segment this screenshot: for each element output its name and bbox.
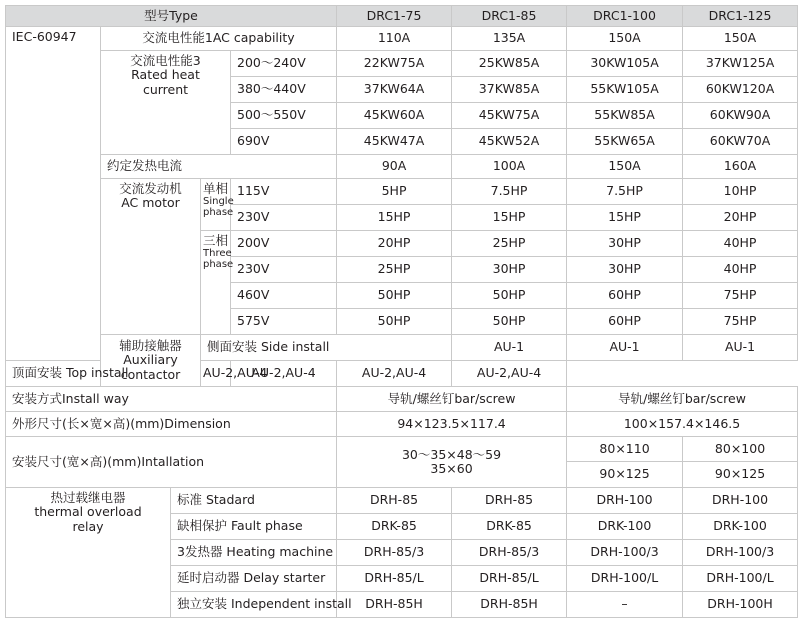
install-way-label: 安装方式Install way (6, 387, 337, 412)
table-cell: 60KW70A (683, 129, 798, 155)
table-cell: 25HP (452, 231, 567, 257)
installation-ab-line1: 30～35×48～59 (401, 446, 502, 462)
table-cell: 45KW47A (337, 129, 452, 155)
table-cell: 50HP (452, 309, 567, 335)
table-cell: 45KW52A (452, 129, 567, 155)
table-cell: 60KW90A (683, 103, 798, 129)
voltage-cell: 200～240V (231, 51, 337, 77)
relay-row-label: 3发热器 Heating machine (171, 540, 337, 566)
table-cell: AU-2,AU-4 (337, 361, 452, 387)
table-cell: 45KW75A (452, 103, 567, 129)
table-cell: 100×157.4×146.5 (567, 412, 798, 437)
relay-row-label: 缺相保护 Fault phase (171, 514, 337, 540)
table-cell: 15HP (452, 205, 567, 231)
type-header: 型号Type (6, 6, 337, 27)
single-phase-en2: phase (203, 207, 234, 219)
table-cell: 60HP (567, 309, 683, 335)
table-cell: 135A (452, 27, 567, 51)
aux-label-en: Auxiliary contactor (120, 352, 181, 382)
table-row (6, 51, 798, 77)
table-cell: DRK-100 (683, 514, 798, 540)
table-cell: DRH-100H (683, 592, 798, 618)
table-row (6, 361, 798, 387)
model-header: DRC1-75 (337, 6, 452, 27)
voltage-cell: 460V (231, 283, 337, 309)
relay-label-cn: 热过载继电器 (50, 490, 126, 505)
table-cell: 110A (337, 27, 452, 51)
table-cell: 25HP (337, 257, 452, 283)
table-cell: 55KW65A (567, 129, 683, 155)
table-cell: 50HP (337, 309, 452, 335)
table-cell: DRK-85 (337, 514, 452, 540)
table-cell: 90×125 (683, 462, 798, 488)
table-cell: DRH-85/L (337, 566, 452, 592)
single-phase-cn: 单相 (203, 181, 229, 196)
table-row (6, 335, 798, 361)
table-cell: DRH-85H (337, 592, 452, 618)
aux-label-cn: 辅助接触器 (119, 337, 182, 353)
three-phase-label (201, 231, 234, 335)
table-cell: 30HP (452, 257, 567, 283)
table-cell: AU-2,AU-4 (201, 361, 231, 387)
table-cell: 25KW85A (452, 51, 567, 77)
table-cell: DRH-85 (452, 488, 567, 514)
model-header: DRC1-125 (683, 6, 798, 27)
table-cell: 80×110 (567, 437, 683, 462)
model-header: DRC1-85 (452, 6, 567, 27)
table-cell: 160A (683, 155, 798, 179)
table-cell: DRH-100/L (567, 566, 683, 592)
table-cell: 90A (337, 155, 452, 179)
table-cell: 150A (567, 27, 683, 51)
table-cell: 37KW64A (337, 77, 452, 103)
header-row (6, 6, 798, 27)
ac3-label-cn: 交流电性能3 (130, 53, 201, 68)
voltage-cell: 380～440V (231, 77, 337, 103)
voltage-cell: 115V (231, 179, 337, 205)
table-cell: 40HP (683, 231, 798, 257)
voltage-cell: 200V (231, 231, 337, 257)
dimension-label: 外形尺寸(长×宽×高)(mm)Dimension (6, 412, 337, 437)
table-cell: DRH-100/3 (567, 540, 683, 566)
table-cell: 15HP (567, 205, 683, 231)
motor-label (101, 179, 201, 335)
table-cell: DRH-100 (567, 488, 683, 514)
table-cell: 150A (567, 155, 683, 179)
table-row (6, 27, 798, 51)
ac3-label (101, 51, 231, 155)
table-cell: 30KW105A (567, 51, 683, 77)
table-row (6, 387, 798, 412)
table-cell: 60HP (567, 283, 683, 309)
voltage-cell: 575V (231, 309, 337, 335)
table-cell: 75HP (683, 309, 798, 335)
relay-label-en1: thermal overload (34, 504, 142, 520)
ac3-label-en2: current (142, 81, 189, 97)
table-cell: AU-2,AU-4 (452, 361, 567, 387)
ac3-label-en1: Rated heat (131, 67, 200, 83)
ac1-label: 交流电性能1AC capability (101, 27, 337, 51)
table-cell: 30HP (567, 257, 683, 283)
table-cell: 20HP (337, 231, 452, 257)
table-cell: 7.5HP (452, 179, 567, 205)
table-cell: 7.5HP (567, 179, 683, 205)
installation-label: 安装尺寸(宽×高)(mm)Intallation (6, 437, 337, 488)
table-cell: 55KW105A (567, 77, 683, 103)
table-row (6, 437, 798, 462)
voltage-cell: 500～550V (231, 103, 337, 129)
three-phase-en2: phase (203, 259, 234, 271)
installation-cell-ab (337, 437, 567, 488)
table-cell: 60KW120A (683, 77, 798, 103)
table-cell: DRH-85/3 (337, 540, 452, 566)
table-cell: 50HP (337, 283, 452, 309)
table-cell: 37KW125A (683, 51, 798, 77)
table-cell: – (567, 592, 683, 618)
table-cell: 20HP (683, 205, 798, 231)
table-cell: 55KW85A (567, 103, 683, 129)
model-header: DRC1-100 (567, 6, 683, 27)
relay-label-en2: relay (72, 518, 104, 534)
table-cell: DRK-85 (452, 514, 567, 540)
relay-row-label: 标准 Stadard (171, 488, 337, 514)
thermal-current-label: 约定发热电流 (101, 155, 337, 179)
table-cell: AU-2,AU-4 (231, 361, 337, 387)
table-cell: DRH-100/3 (683, 540, 798, 566)
table-cell: 40HP (683, 257, 798, 283)
relay-row-label: 延时启动器 Delay starter (171, 566, 337, 592)
table-cell: 5HP (337, 179, 452, 205)
table-cell: 10HP (683, 179, 798, 205)
table-row (6, 155, 798, 179)
table-cell: 80×100 (683, 437, 798, 462)
single-phase-en1: Single (203, 196, 234, 208)
side-install-label: 侧面安装 Side install (201, 335, 452, 361)
voltage-cell: 690V (231, 129, 337, 155)
three-phase-en1: Three (203, 248, 232, 260)
table-row (6, 488, 798, 514)
single-phase-label (201, 179, 234, 231)
table-cell: 94×123.5×117.4 (337, 412, 567, 437)
table-row (6, 412, 798, 437)
table-cell: 50HP (452, 283, 567, 309)
installation-ab-line2: 35×60 (430, 461, 473, 476)
voltage-cell: 230V (231, 257, 337, 283)
table-cell: 90×125 (567, 462, 683, 488)
table-cell: 75HP (683, 283, 798, 309)
table-cell: 45KW60A (337, 103, 452, 129)
table-cell: AU-1 (567, 335, 683, 361)
voltage-cell: 230V (231, 205, 337, 231)
spec-table (5, 5, 798, 618)
relay-row-label: 独立安装 Independent install (171, 592, 337, 618)
standard-label: IEC-60947 (6, 27, 101, 361)
table-cell: DRH-85/L (452, 566, 567, 592)
table-cell: AU-1 (683, 335, 798, 361)
motor-label-cn: 交流发动机 (119, 181, 182, 196)
table-cell: 30HP (567, 231, 683, 257)
table-cell: 22KW75A (337, 51, 452, 77)
relay-label (6, 488, 171, 618)
table-cell: DRH-85 (337, 488, 452, 514)
motor-label-en: AC motor (121, 195, 180, 211)
table-cell: 150A (683, 27, 798, 51)
table-cell: 导轨/螺丝钉bar/screw (337, 387, 567, 412)
table-cell: AU-1 (452, 335, 567, 361)
table-cell: DRH-85H (452, 592, 567, 618)
top-install-label: 顶面安装 Top install (6, 361, 201, 387)
table-row (6, 179, 798, 205)
table-cell: 导轨/螺丝钉bar/screw (567, 387, 798, 412)
spec-table-container (5, 5, 797, 618)
three-phase-cn: 三相 (203, 233, 229, 248)
table-cell: DRH-100/L (683, 566, 798, 592)
table-cell: DRH-100 (683, 488, 798, 514)
table-cell: DRH-85/3 (452, 540, 567, 566)
table-cell: DRK-100 (567, 514, 683, 540)
table-cell: 37KW85A (452, 77, 567, 103)
table-cell: 15HP (337, 205, 452, 231)
table-cell: 100A (452, 155, 567, 179)
